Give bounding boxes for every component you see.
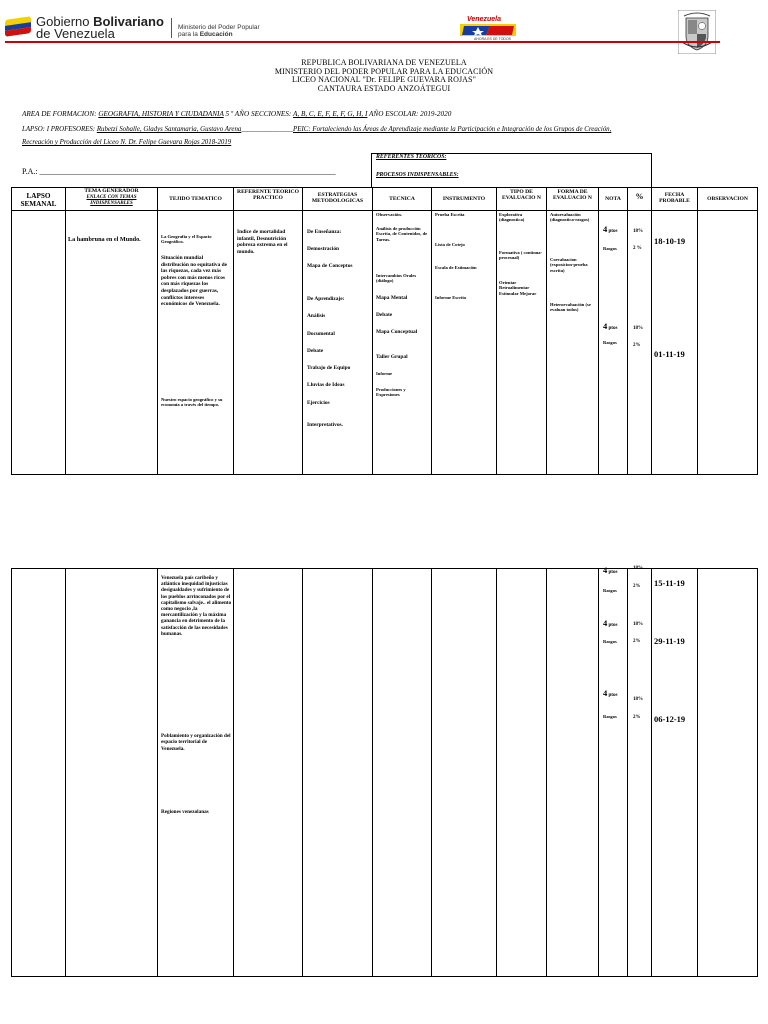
nota-rasgos: Rasgos <box>603 340 617 345</box>
venezuela-tagline: AHORA ES DE TODOS <box>474 37 512 41</box>
pa-line: P.A.: __________________________________________________________________________ <box>22 167 336 176</box>
header-divider <box>5 41 720 43</box>
tipo-item: Orientar Retroalimentar Estimular Mejorar <box>499 280 537 296</box>
school-crest-icon <box>678 10 716 54</box>
estrategia-item: Demostración <box>307 246 340 252</box>
nota-rasgos: Rasgos <box>603 714 617 719</box>
forma-item: Autoevaluación (diagnostica-rasgos) <box>550 212 590 223</box>
estrategia-item: Mapa de Conceptos <box>307 263 353 269</box>
tipo-item: Formativa ( continua-procesual) <box>499 250 543 261</box>
area-label: AREA DE FORMACION: <box>22 110 99 118</box>
pct-value: 18% <box>633 566 643 571</box>
instrumento-item: Prueba Escrita <box>435 212 465 217</box>
tecnica-item: Debate <box>376 312 393 318</box>
fecha-probable: 18-10-19 <box>654 236 686 246</box>
pct-value: 18% <box>633 622 643 627</box>
header-fecha: FECHA PROBABLE <box>659 192 690 204</box>
estrategia-item: Trabajo de Equipo <box>307 365 351 371</box>
estrategia-item: Lluvias de Ideas <box>307 382 345 388</box>
instrumento-item: Escala de Estimación <box>435 265 477 270</box>
ministry-logo-text <box>178 24 260 38</box>
referentes-box-right <box>651 153 652 187</box>
peic-text: : Fortaleciendo las Áreas de Aprendizaje mediante la Participación e Integración de los Grupos de Creación, <box>308 126 612 133</box>
tejido-item: Venezuela país caribeño y atlántico inequidad injusticias desigualdades y sufrimiento de los pueblos arrinconados por el capitalismo salvaje.. el alimento como negocio ,la mercantilización y la máxima ganancia en detrimento de la satisfacción de las necesidades humanas. <box>161 575 232 637</box>
nota-rasgos: Rasgos <box>603 246 617 251</box>
ministry-line2-b: Educación <box>199 31 233 38</box>
estrategia-item: Interpretativos. <box>307 422 343 428</box>
title-line: CANTAURA ESTADO ANZOÁTEGUI <box>317 83 451 93</box>
header-tema-sub: ENLACE CON TEMAS INDISPENSABLES <box>86 195 137 206</box>
fecha-probable: 29-11-19 <box>654 636 685 646</box>
tecnica-item: Informe <box>376 371 393 376</box>
pct-value: 2% <box>633 584 641 589</box>
header-tipo: TIPO DE EVALUACIO N <box>502 189 541 201</box>
nota-points <box>603 323 617 333</box>
tejido-item: Situación mundial distribución no equitativa de las riquezas, cada vez más pobres con más menos ricos con más riquezas los desplazados por guerras, conflictos intereses económicos de Venezuela. <box>161 255 228 308</box>
sections-label: SECCIONES: <box>250 110 293 118</box>
pct-value: 18% <box>633 326 643 331</box>
gov-line2: de Venezuela <box>36 26 115 41</box>
tipo-item: Explorativa (diagnostica) <box>499 212 525 223</box>
title-line: LICEO NACIONAL "Dr. FELIPE GUEVARA ROJAS" <box>292 75 476 85</box>
nota-points-unit: ptos <box>607 623 618 628</box>
nota-points-number: 4 <box>603 565 608 575</box>
referentes-label: REFERENTES TEORICOS: <box>376 154 447 160</box>
tejido-item: Nuestro espacio geográfico y su economía a través del tiempo. <box>161 397 223 408</box>
instrumento-item: Informe Escrito <box>435 295 467 300</box>
gov-line1-a: Gobierno <box>36 14 94 29</box>
pa-label: P.A.: <box>22 167 40 176</box>
estrategia-item: Análisis <box>307 313 326 319</box>
nota-points-number: 4 <box>603 618 608 628</box>
nota-rasgos: Rasgos <box>603 639 617 644</box>
government-logo-text <box>36 16 164 40</box>
header-lapso: LAPSO SEMANAL <box>20 192 57 208</box>
tejido-item: Regiones venezolanas <box>161 809 209 815</box>
lapso-line: LAPSO: I PROFESORES: Rubetzi Soballe, Gladys Santamaria, Gustavo Arena_______________PEIC: Fortaleciendo las Áreas de Aprendizaje mediante la Participación e Integración de los Grupos de Creación, <box>22 126 612 133</box>
estrategia-item: De Aprendizaje: <box>307 296 345 302</box>
area-line <box>22 110 451 118</box>
lapso-label: LAPSO: I PROFESORES: <box>22 126 97 133</box>
nota-points-number: 4 <box>603 321 608 331</box>
header-instrumento: INSTRUMENTO <box>442 196 486 202</box>
nota-points <box>603 567 617 577</box>
peic-label: PEIC <box>293 126 309 133</box>
nota-points-unit: ptos <box>607 229 618 234</box>
tejido-item: La Geografía y el Espacio Geográfico. <box>161 234 212 245</box>
instrumento-item: Lista de Cotejo <box>435 242 465 247</box>
header-nota: NOTA <box>605 196 621 202</box>
tema-generador: La hambruna en el Mundo. <box>68 236 141 243</box>
tecnica-item: Mapa Conceptual <box>376 329 418 335</box>
nota-rasgos: Rasgos <box>603 588 617 593</box>
profesores-value: Rubetzi Soballe, Gladys Santamaria, Gustavo Arena <box>96 126 242 133</box>
header-estrategias: ESTRATEGIAS METODOLOGICAS <box>311 192 364 204</box>
venezuela-flag-icon <box>5 16 31 37</box>
fecha-probable: 01-11-19 <box>654 349 685 359</box>
pct-value: 2 % <box>633 246 642 251</box>
header-tema: TEMA GENERADOR <box>84 188 139 194</box>
estrategia-item: Debate <box>307 348 324 354</box>
venezuela-wordmark: Venezuela <box>467 16 501 23</box>
header-forma: FORMA DE EVALUACIO N <box>553 189 592 201</box>
estrategia-item: De Enseñanza: <box>307 229 342 235</box>
header-observacion: OBSERVACION <box>707 196 748 202</box>
title-line: REPUBLICA BOLIVARIANA DE VENEZUELA <box>301 58 467 67</box>
forma-item: Heteroevaluación (se evaluan todos) <box>550 302 591 313</box>
header-pct: % <box>635 192 644 201</box>
nota-points <box>603 690 617 700</box>
ministry-line1: Ministerio del Poder Popular <box>178 24 260 31</box>
header-tecnica: TECNICA <box>389 196 415 202</box>
nota-points <box>603 226 617 236</box>
pct-value: 2% <box>633 343 641 348</box>
fecha-probable: 06-12-19 <box>654 714 686 724</box>
tecnica-item: Taller Grupal <box>376 354 408 360</box>
tecnica-item: Mapa Mental <box>376 295 408 301</box>
sections-value: A, B, C, E, F, E, F, G, H, I <box>292 110 368 118</box>
tecnica-item: Observación. <box>376 212 402 217</box>
gov-line1-b: Bolivariano <box>93 14 164 29</box>
tecnica-item: Intercambios Orales (diálogo) <box>376 273 417 284</box>
nota-points-unit: ptos <box>607 693 618 698</box>
nota-points-number: 4 <box>603 688 608 698</box>
tecnica-item: Análisis de producción Escrita, de Contenidos, de Tareas. <box>376 226 428 242</box>
document-titles <box>0 59 768 93</box>
header-referente: REFERENTE TEORICO PRACTICO <box>237 189 299 201</box>
peic-line2: Recreación y Producción del Liceo N. Dr. Felipe Guevara Rojas 2018-2019 <box>22 139 232 146</box>
nota-points-unit: ptos <box>607 570 618 575</box>
tejido-item: Poblamiento y organización del espacio territorial de Venezuela. <box>161 733 231 752</box>
nota-points-unit: ptos <box>607 326 618 331</box>
referente-text: Indice de mortalidad infantil, Desnutrición pobreza extrema en el mundo. <box>237 229 288 255</box>
pct-value: 2% <box>633 639 641 644</box>
year-label: 5 º AÑO <box>223 110 251 118</box>
pct-value: 18% <box>633 697 643 702</box>
fecha-probable: 15-11-19 <box>654 578 685 588</box>
header-separator <box>171 18 172 38</box>
school-year: AÑO ESCOLAR: 2019-2020 <box>367 110 452 118</box>
referentes-box-left <box>371 153 372 187</box>
title-line: MINISTERIO DEL PODER POPULAR PARA LA EDUCACIÓN <box>274 66 494 76</box>
pct-value: 2% <box>633 715 641 720</box>
ministry-line2-a: para la <box>178 31 200 38</box>
tecnica-item: Producciones y Expresiones <box>376 387 406 398</box>
pct-value: 18% <box>633 229 643 234</box>
nota-points-number: 4 <box>603 224 608 234</box>
header-tejido: TEJIDO TEMATICO <box>169 196 222 202</box>
estrategia-item: Documental <box>307 331 335 337</box>
nota-points <box>603 620 617 630</box>
forma-item: Coevaluacion (exposicion-prueba escrita) <box>550 257 588 273</box>
estrategia-item: Ejercicios <box>307 400 330 406</box>
procesos-label: PROCESOS INDISPENSABLES: <box>376 172 459 178</box>
area-value: GEOGRAFIA, HISTORIA Y CIUDADANIA <box>98 110 224 118</box>
